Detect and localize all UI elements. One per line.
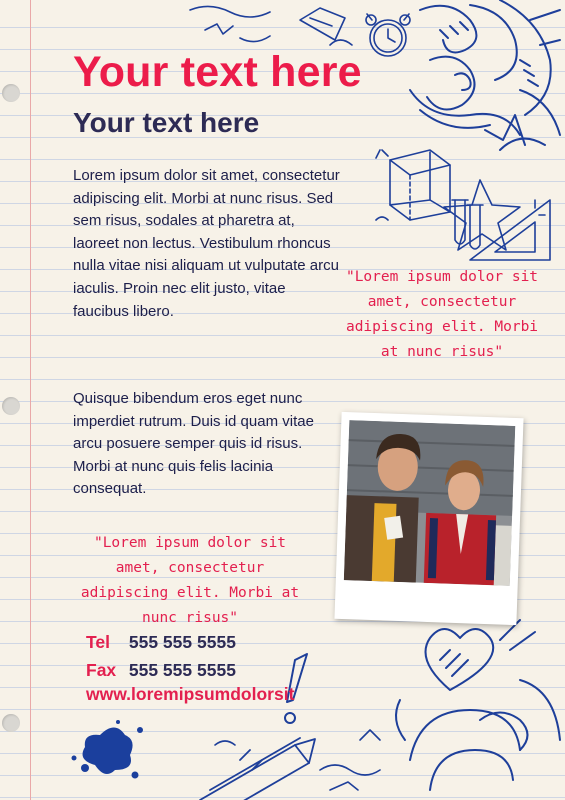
telephone-line (86, 632, 236, 653)
alarm-clock-doodle (366, 14, 410, 56)
set-square-doodle (470, 200, 550, 260)
body-paragraph-2: Quisque bibendum eros eget nunc imperdiet rutrum. Duis id quam vitae arcu posuere semper quis id risus. Morbi at nunc quis felis lacinia consequat. (73, 390, 314, 498)
students-photo (344, 420, 515, 586)
ink-splat-doodle (72, 720, 144, 779)
tel-number: 555 555 5555 (128, 632, 236, 652)
fax-number: 555 555 5555 (128, 660, 236, 680)
fax-line (86, 660, 236, 681)
polaroid-photo-frame (334, 412, 523, 625)
fax-label: Fax (86, 660, 117, 680)
flyer-title: Your text here (73, 48, 362, 96)
math-scribbles-doodle (190, 6, 352, 45)
pull-quote-left: "Lorem ipsum dolor sit amet, consectetur adipiscing elit. Morbi at nunc risus" (80, 535, 300, 626)
tel-label: Tel (86, 632, 110, 652)
test-tubes-doodle (452, 200, 483, 249)
website-link[interactable]: www.loremipsumdolorsit (86, 684, 295, 704)
pencil-doodle (200, 738, 315, 800)
flyer-subtitle: Your text here (73, 107, 260, 138)
pull-quote-right: "Lorem ipsum dolor sit amet, consectetur adipiscing elit. Morbi at nunc risus" (345, 269, 539, 360)
heart-doodle (426, 629, 494, 690)
swirl-bottom-doodle (396, 620, 560, 790)
cube-doodle (376, 150, 450, 220)
body-paragraph-1: Lorem ipsum dolor sit amet, consectetur adipiscing elit. Morbi at nunc risus. Sed sem risus, sodales at pharetra at, laoreet non lectus. Vestibulum rhoncus nulla vitae nisi aliquam ut vulputate arcu iaculis. Proin nec elit justo, vitae faucibus libero. (73, 167, 340, 320)
swirl-pile-doodle (410, 0, 560, 150)
